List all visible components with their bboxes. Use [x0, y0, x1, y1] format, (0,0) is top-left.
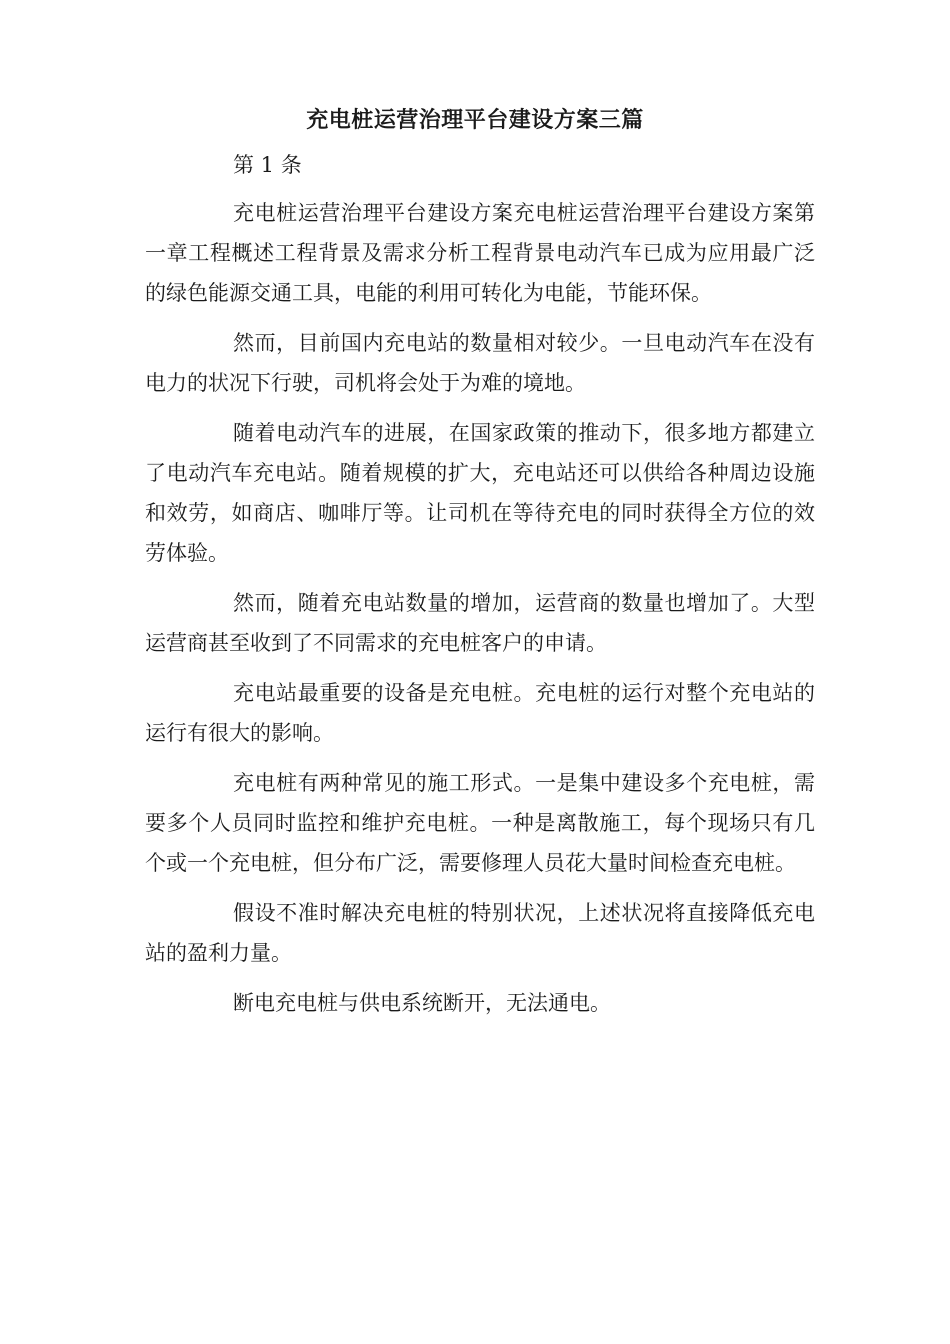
document-title: 充电桩运营治理平台建设方案三篇	[306, 107, 644, 133]
paragraph: 断电充电桩与供电系统断开，无法通电。	[233, 991, 611, 1015]
paragraph: 假设不准时解决充电桩的特别状况，上述状况将直接降低充电站的盈利力量。	[145, 901, 815, 965]
paragraph: 随着电动汽车的进展，在国家政策的推动下，很多地方都建立了电动汽车充电站。随着规模的扩大，充电站还可以供给各种周边设施和效劳，如商店、咖啡厅等。让司机在等待充电的同时获得全方位的效劳体验。	[145, 421, 815, 565]
paragraph: 然而，目前国内充电站的数量相对较少。一旦电动汽车在没有电力的状况下行驶，司机将会处于为难的境地。	[145, 331, 815, 395]
paragraph: 然而，随着充电站数量的增加，运营商的数量也增加了。大型运营商甚至收到了不同需求的充电桩客户的申请。	[145, 591, 815, 655]
section-label: 第 1 条	[233, 153, 302, 177]
document-body	[145, 193, 815, 1033]
paragraph: 充电桩运营治理平台建设方案充电桩运营治理平台建设方案第一章工程概述工程背景及需求分析工程背景电动汽车已成为应用最广泛的绿色能源交通工具，电能的利用可转化为电能，节能环保。	[145, 201, 815, 305]
paragraph: 充电站最重要的设备是充电桩。充电桩的运行对整个充电站的运行有很大的影响。	[145, 681, 815, 745]
paragraph: 充电桩有两种常见的施工形式。一是集中建设多个充电桩，需要多个人员同时监控和维护充电桩。一种是离散施工，每个现场只有几个或一个充电桩，但分布广泛，需要修理人员花大量时间检查充电桩。	[145, 771, 815, 875]
